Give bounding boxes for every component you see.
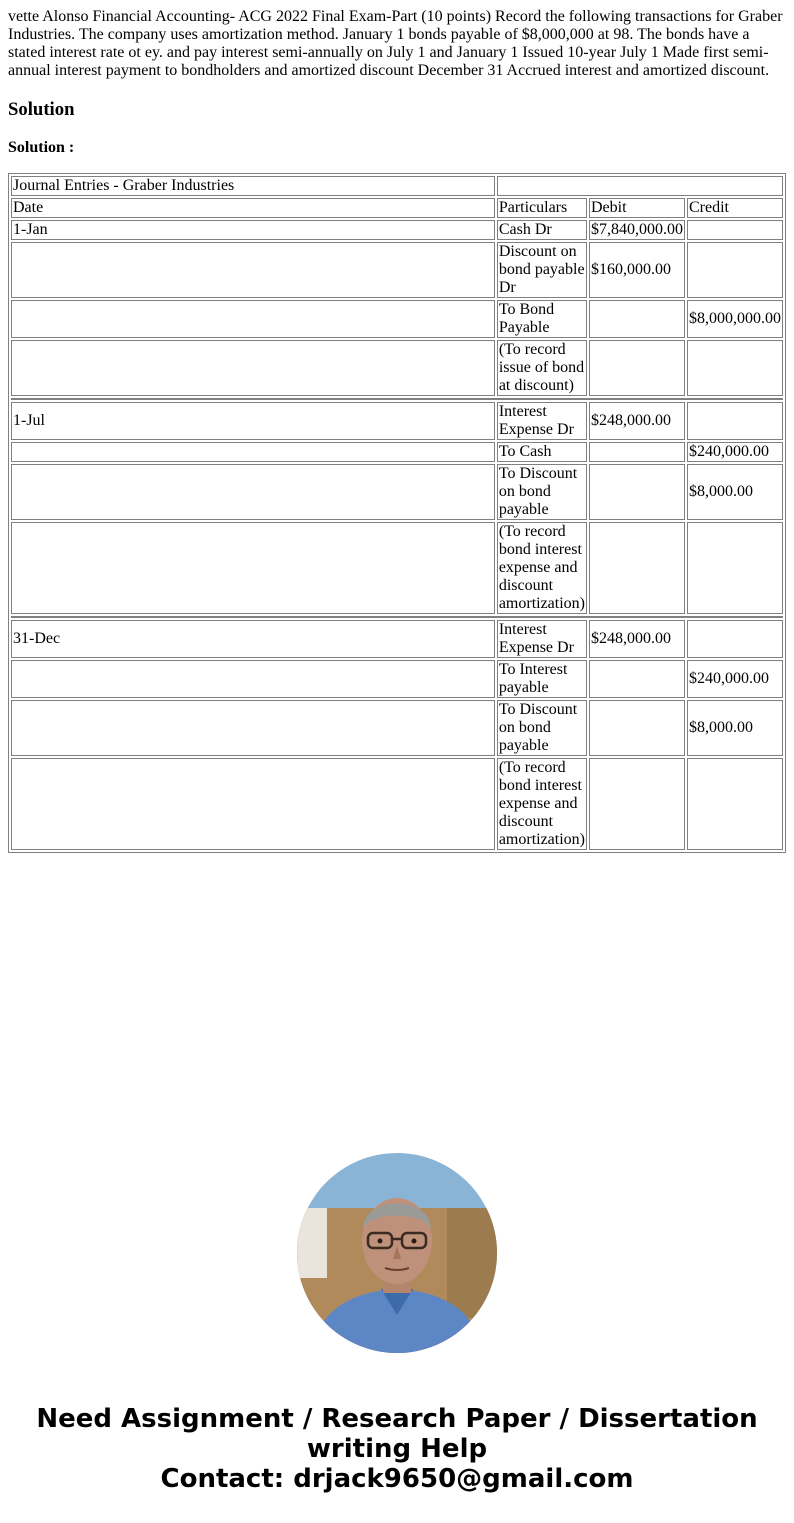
- row-debit: [589, 758, 685, 850]
- row-credit: [687, 758, 783, 850]
- row-date: [11, 300, 495, 338]
- table-row: [11, 700, 783, 756]
- caption-filler: [497, 176, 783, 196]
- row-credit: [687, 620, 783, 658]
- row-credit: $8,000,000.00: [687, 300, 783, 338]
- table-row: [11, 300, 783, 338]
- row-date: 1-Jul: [11, 402, 495, 440]
- row-date: [11, 758, 495, 850]
- row-credit: [687, 402, 783, 440]
- row-particulars: (To record bond interest expense and discount amortization): [498, 523, 585, 612]
- row-particulars: To Bond Payable: [497, 300, 587, 338]
- row-particulars: Discount on bond payable Dr: [497, 242, 587, 298]
- table-row: [11, 660, 783, 698]
- spacer-cell: [11, 616, 783, 618]
- table-row: [11, 220, 783, 240]
- row-credit: $240,000.00: [687, 660, 783, 698]
- row-particulars: Interest Expense Dr: [497, 620, 587, 658]
- spacer-row: [11, 616, 783, 618]
- header-credit: Credit: [687, 198, 783, 218]
- row-debit: $248,000.00: [589, 620, 685, 658]
- promo-line: Need Assignment / Research Paper / Dissertation writing Help: [36, 1404, 758, 1464]
- table-row: [11, 402, 783, 440]
- row-date: [11, 700, 495, 756]
- row-debit: [589, 700, 685, 756]
- profile-photo-icon: [297, 1153, 497, 1353]
- row-credit: $240,000.00: [687, 442, 783, 462]
- row-debit: $160,000.00: [589, 242, 685, 298]
- row-date: 1-Jan: [11, 220, 495, 240]
- table-row: [11, 758, 783, 850]
- row-date: [11, 340, 495, 396]
- row-debit: [589, 442, 685, 462]
- row-particulars: To Discount on bond payable: [497, 700, 587, 756]
- row-particulars: (To record issue of bond at discount): [497, 340, 587, 396]
- table-row: [11, 620, 783, 658]
- header-debit: Debit: [589, 198, 685, 218]
- row-particulars: To Cash: [497, 442, 587, 462]
- header-particulars: Particulars: [497, 198, 587, 218]
- row-particulars: (To record bond interest expense and discount amortization): [498, 759, 585, 848]
- row-date: [11, 660, 495, 698]
- header-date: Date: [11, 198, 495, 218]
- spacer-cell: [11, 398, 783, 400]
- question-text: vette Alonso Financial Accounting- ACG 2022 Final Exam-Part (10 points) Record the following transactions for Graber Industries. The company uses amortization method. January 1 bonds payable of $8,000,000 at 98. The bonds have a stated interest rate ot ey. and pay interest semi-annually on July 1 and January 1 Issued 10-year July 1 Made first semi-annual interest payment to bondholders and amortized discount December 31 Accrued interest and amortized discount.: [8, 8, 783, 79]
- table-row: [11, 340, 783, 396]
- row-credit: [687, 242, 783, 298]
- table-row: [11, 442, 783, 462]
- row-date: 31-Dec: [11, 620, 495, 658]
- table-row: [11, 522, 783, 614]
- row-date: [11, 522, 495, 614]
- table-row: [11, 242, 783, 298]
- journal-table: [8, 173, 786, 853]
- journal-caption: Journal Entries - Graber Industries: [11, 176, 495, 196]
- row-credit: $8,000.00: [687, 700, 783, 756]
- row-debit: [589, 464, 685, 520]
- promo-contact: Contact: drjack9650@gmail.com: [160, 1464, 634, 1494]
- row-debit: $7,840,000.00: [591, 221, 683, 238]
- solution-label: Solution :: [8, 139, 75, 156]
- row-debit: [589, 340, 685, 396]
- row-debit: [589, 660, 685, 698]
- row-particulars: Cash Dr: [497, 220, 587, 240]
- row-credit: $8,000.00: [687, 464, 783, 520]
- solution-heading: Solution: [8, 99, 75, 120]
- avatar-illustration: [297, 1153, 497, 1353]
- row-date: [11, 442, 495, 462]
- header-row: [11, 198, 783, 218]
- row-date: [11, 464, 495, 520]
- row-date: [11, 242, 495, 298]
- row-particulars: To Discount on bond payable: [497, 464, 587, 520]
- row-credit: [687, 522, 783, 614]
- row-particulars: To Interest payable: [497, 660, 587, 698]
- spacer-row: [11, 398, 783, 400]
- row-debit: $248,000.00: [589, 402, 685, 440]
- row-credit: [687, 340, 783, 396]
- row-particulars: Interest Expense Dr: [497, 402, 587, 440]
- row-debit: [589, 522, 685, 614]
- table-row: [11, 464, 783, 520]
- row-debit: [589, 300, 685, 338]
- promo-block: [0, 1404, 794, 1494]
- row-credit: [687, 220, 783, 240]
